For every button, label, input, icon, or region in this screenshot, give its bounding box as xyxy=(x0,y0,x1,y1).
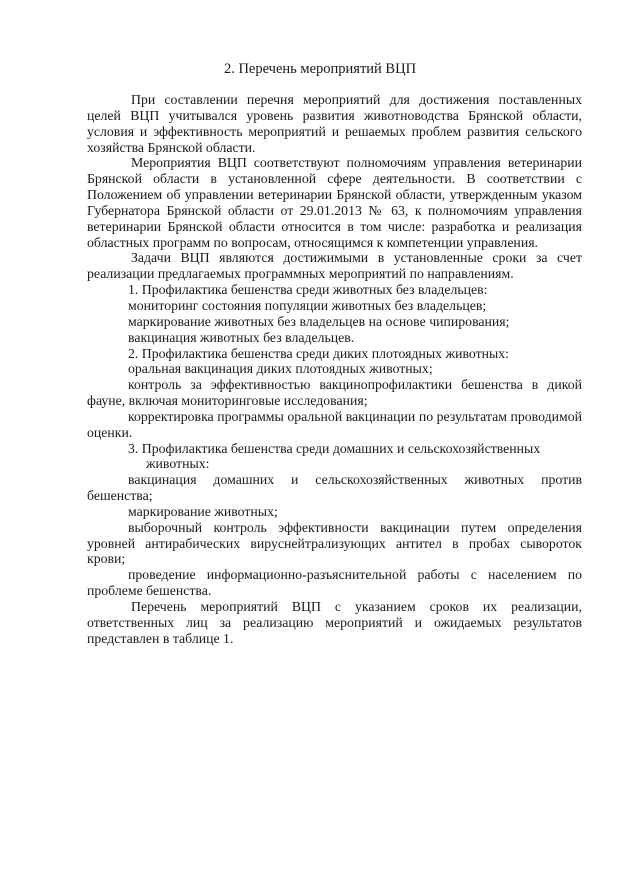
direction-3-item-3: выборочный контроль эффективности вакцинации путем определения уровней антирабических вируснейтрализующих антител в пробах сывороток крови; xyxy=(87,519,582,567)
direction-3-item-2: маркирование животных; xyxy=(128,503,278,519)
document-body xyxy=(87,92,582,647)
direction-1-item-3: вакцинация животных без владельцев. xyxy=(128,329,355,345)
direction-title-2: 2. Профилактика бешенства среди диких плотоядных животных: xyxy=(128,345,509,361)
paragraph-authority: Мероприятия ВЦП соответствуют полномочиям управления ветеринарии Брянской области в установленной сфере деятельности. В соответствии с Положением об управлении ветеринарии Брянской области, утвержденным указом Губернатора Брянской области от 29.01.2013 № 63, к полномочиям управления ветеринарии Брянской области относится в том числе: разработка и реализация областных программ по вопросам, относящимся к компетенции управления. xyxy=(87,155,582,250)
direction-3-item-1: вакцинация домашних и сельскохозяйственных животных против бешенства; xyxy=(87,472,582,504)
paragraph-closing: Перечень мероприятий ВЦП с указанием сроков их реализации, ответственных лиц за реализацию мероприятий и ожидаемых результатов представлен в таблице 1. xyxy=(87,599,582,646)
direction-2-item-2: контроль за эффективностью вакцинопрофилактики бешенства в дикой фауне, включая мониторинговые исследования; xyxy=(87,377,582,409)
direction-title-1: 1. Профилактика бешенства среди животных без владельцев: xyxy=(128,282,488,298)
paragraph-intro: При составлении перечня мероприятий для достижения поставленных целей ВЦП учитывался уровень развития животноводства Брянской области, условия и эффективность мероприятий и решаемых проблем развития сельского хозяйства Брянской области. xyxy=(87,92,582,155)
direction-1-item-2: маркирование животных без владельцев на основе чипирования; xyxy=(128,313,510,329)
section-heading: 2. Перечень мероприятий ВЦП xyxy=(223,61,417,77)
direction-1-item-1: мониторинг состояния популяции животных без владельцев; xyxy=(128,297,487,313)
direction-2-item-1: оральная вакцинация диких плотоядных животных; xyxy=(128,361,433,377)
direction-3-item-4: проведение информационно-разъяснительной работы с населением по проблеме бешенства. xyxy=(87,567,582,599)
direction-title-3: 3. Профилактика бешенства среди домашних и сельскохозяйственных животных: xyxy=(128,440,541,472)
direction-2-item-3: корректировка программы оральной вакцинации по результатам проводимой оценки. xyxy=(87,408,582,440)
paragraph-tasks: Задачи ВЦП являются достижимыми в установленные сроки за счет реализации предлагаемых программных мероприятий по направлениям. xyxy=(87,250,582,282)
